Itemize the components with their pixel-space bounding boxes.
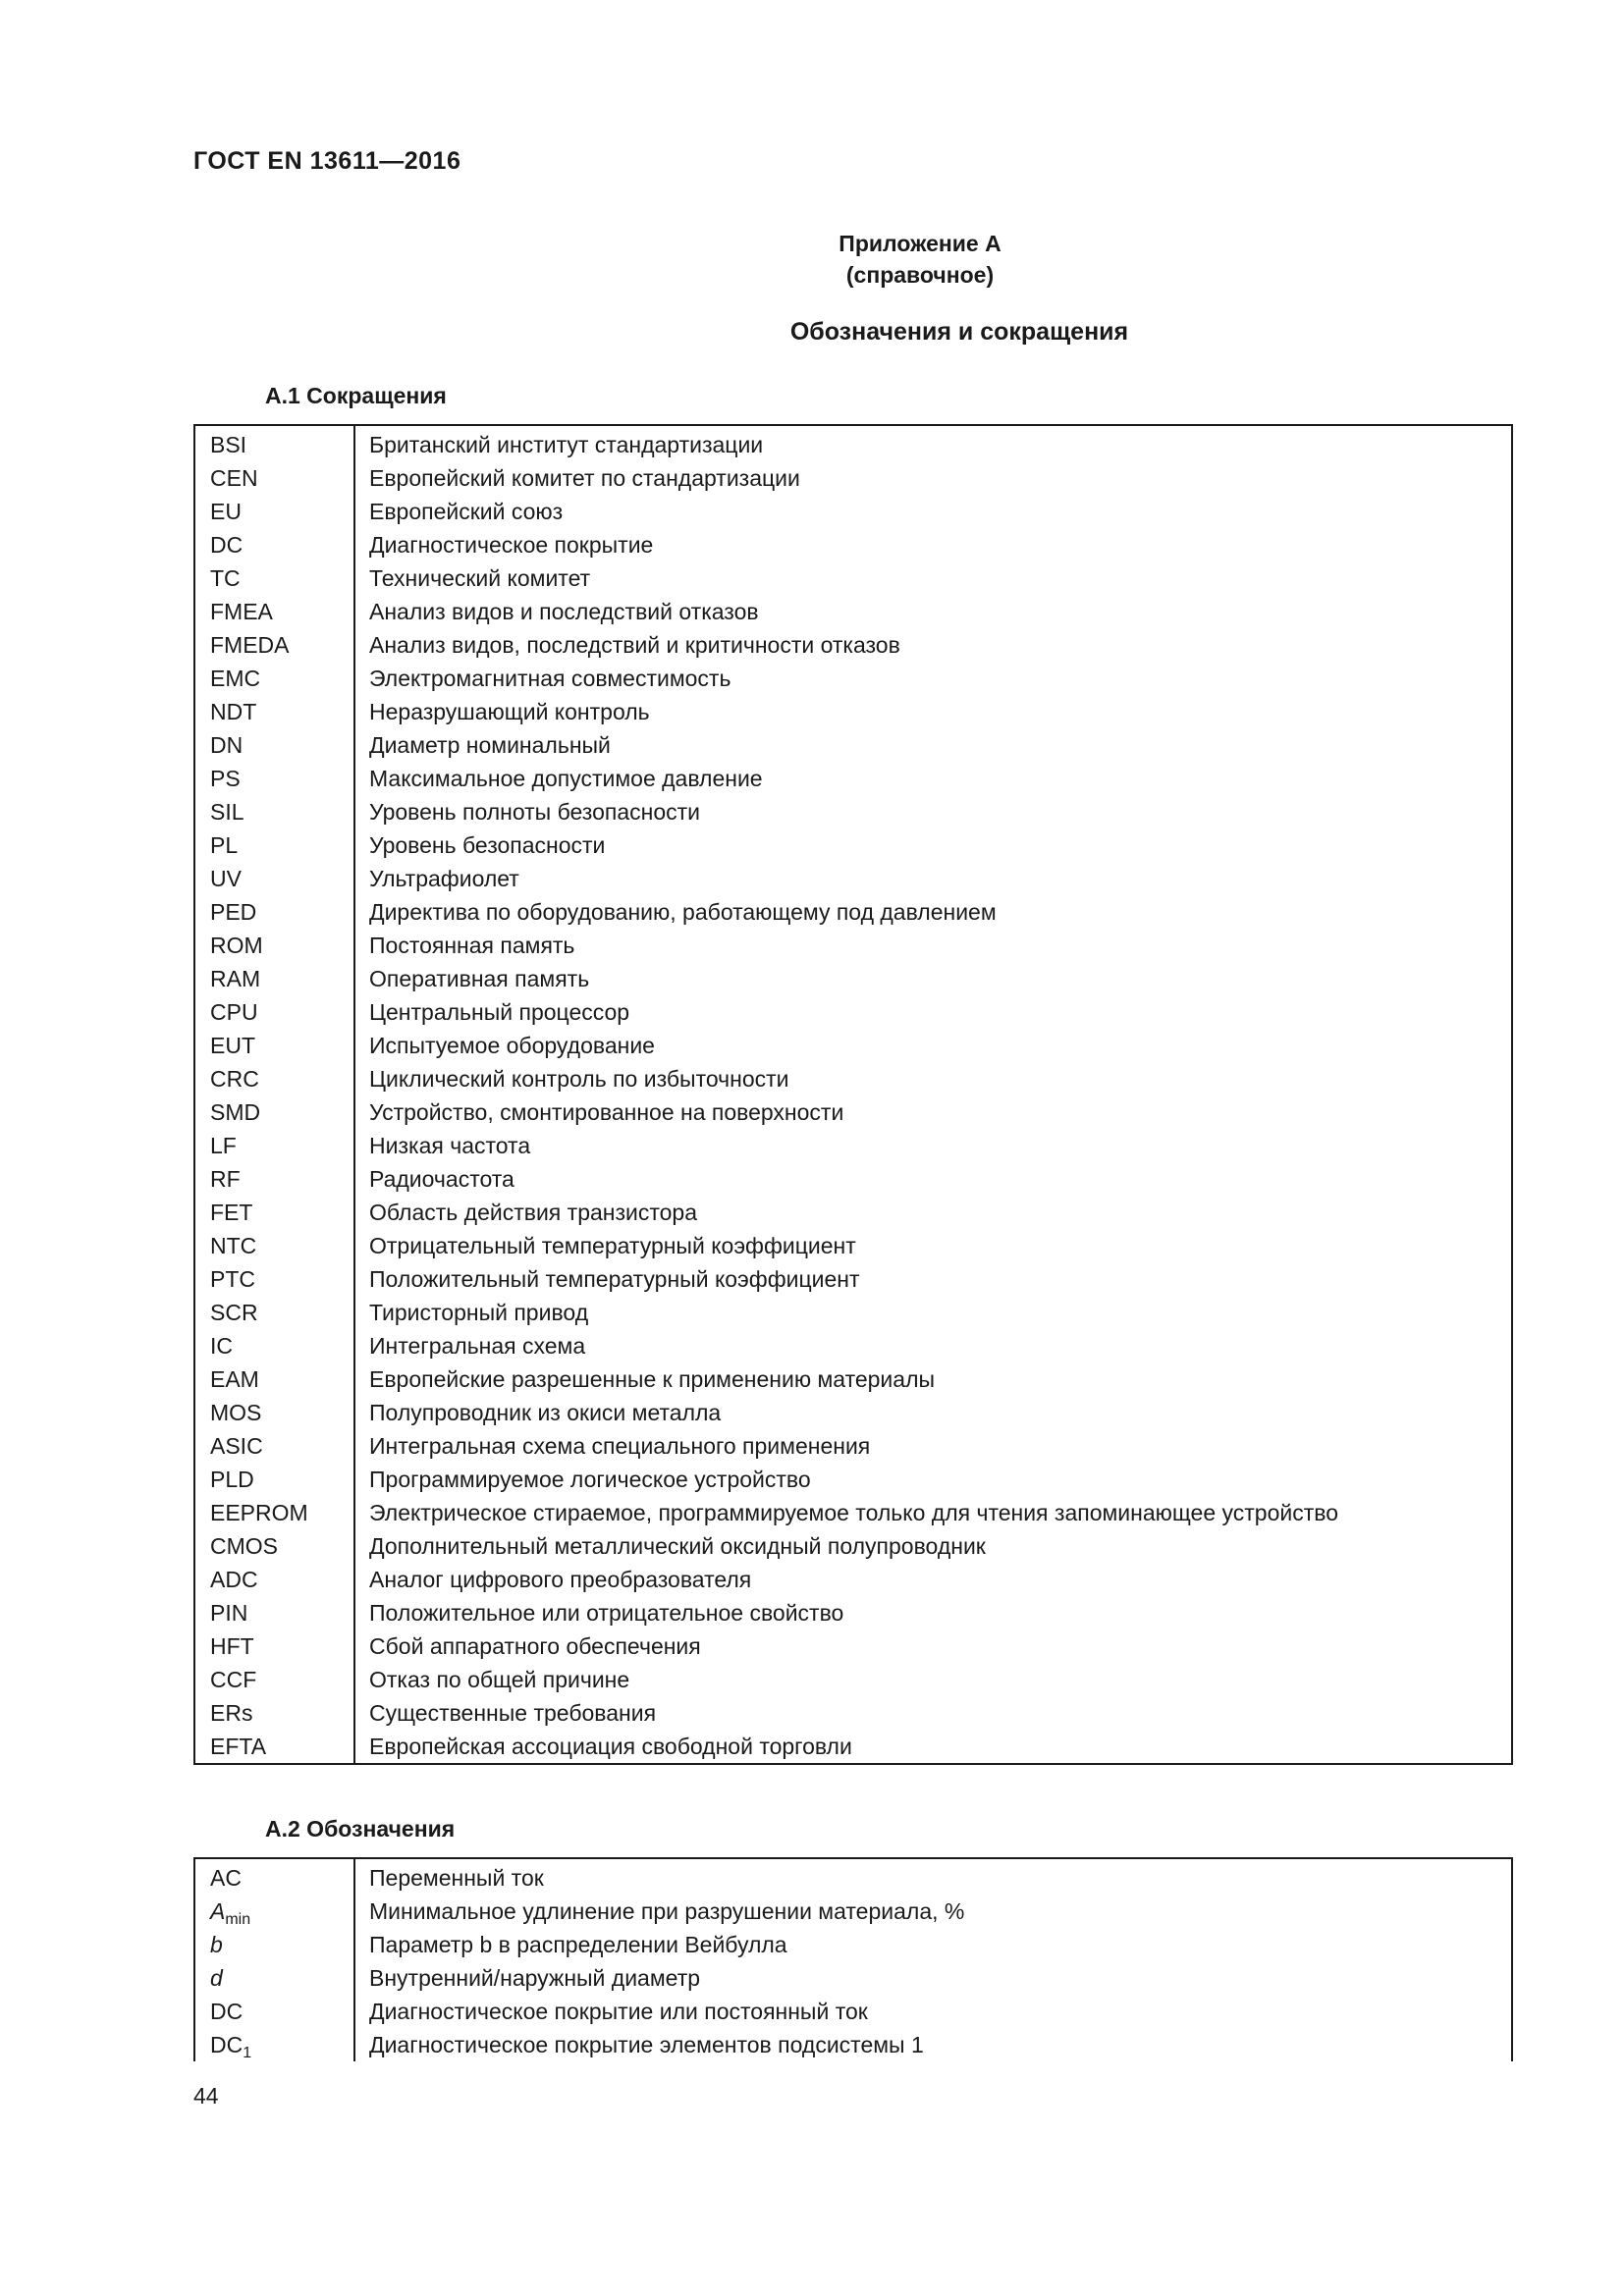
abbreviation-code: CRC xyxy=(194,1062,354,1095)
abbreviation-code: FMEDA xyxy=(194,628,354,662)
abbreviation-code: ROM xyxy=(194,929,354,962)
abbreviation-description: Радиочастота xyxy=(369,1166,514,1192)
abbreviation-code: PS xyxy=(194,762,354,795)
table-row xyxy=(194,425,1512,461)
table-row xyxy=(194,728,1512,762)
table-row xyxy=(194,1129,1512,1162)
abbreviation-code: FMEA xyxy=(194,595,354,628)
table-row xyxy=(194,795,1512,828)
abbreviation-code: UV xyxy=(194,862,354,895)
abbreviation-description: Постоянная память xyxy=(369,933,575,958)
table-row xyxy=(194,1529,1512,1563)
abbreviation-description: Уровень безопасности xyxy=(369,832,606,858)
table-row xyxy=(194,662,1512,695)
abbreviation-code: CMOS xyxy=(194,1529,354,1563)
abbreviation-code: RAM xyxy=(194,962,354,995)
table-row xyxy=(194,461,1512,495)
symbol-description: Диагностическое покрытие элементов подсистемы 1 xyxy=(369,2032,924,2057)
symbol-code xyxy=(194,1895,354,1928)
abbreviation-description: Ультрафиолет xyxy=(369,866,519,891)
table-row xyxy=(194,1362,1512,1396)
table-row xyxy=(194,1062,1512,1095)
page-number: 44 xyxy=(193,2083,219,2109)
abbreviation-description: Уровень полноты безопасности xyxy=(369,799,700,825)
abbreviation-code: PIN xyxy=(194,1596,354,1629)
abbreviation-code: CPU xyxy=(194,995,354,1029)
table-row xyxy=(194,862,1512,895)
abbreviation-code: CCF xyxy=(194,1663,354,1696)
abbreviation-description: Циклический контроль по избыточности xyxy=(369,1066,789,1092)
symbol-code xyxy=(194,1928,354,1961)
table-row xyxy=(194,1895,1512,1928)
table-row xyxy=(194,828,1512,862)
abbreviation-code: LF xyxy=(194,1129,354,1162)
abbreviation-code: PLD xyxy=(194,1463,354,1496)
table-row xyxy=(194,528,1512,561)
abbreviation-code: SMD xyxy=(194,1095,354,1129)
table-row xyxy=(194,1663,1512,1696)
table-row xyxy=(194,1730,1512,1764)
symbol-code xyxy=(194,1995,354,2028)
abbreviation-description: Аналог цифрового преобразователя xyxy=(369,1567,752,1592)
symbol-description: Диагностическое покрытие или постоянный ток xyxy=(369,1999,868,2024)
symbol-description: Внутренний/наружный диаметр xyxy=(369,1965,701,1991)
appendix-type: (справочное) xyxy=(845,262,995,288)
symbol-code xyxy=(194,1858,354,1895)
abbreviation-code: NDT xyxy=(194,695,354,728)
symbol-code xyxy=(194,1961,354,1995)
abbreviation-description: Неразрушающий контроль xyxy=(369,699,650,724)
appendix-title: Приложение А xyxy=(839,231,1001,256)
abbreviation-description: Положительное или отрицательное свойство xyxy=(369,1600,844,1626)
abbreviation-description: Дополнительный металлический оксидный полупроводник xyxy=(369,1533,986,1559)
symbol-main: d xyxy=(210,1965,223,1991)
table-row xyxy=(194,995,1512,1029)
abbreviation-code: IC xyxy=(194,1329,354,1362)
table-row xyxy=(194,1928,1512,1961)
abbreviation-description: Европейский комитет по стандартизации xyxy=(369,465,800,491)
abbreviation-description: Устройство, смонтированное на поверхности xyxy=(369,1099,844,1125)
symbol-main: DC xyxy=(210,1999,244,2024)
abbreviation-description: Максимальное допустимое давление xyxy=(369,766,763,791)
abbreviation-description: Анализ видов, последствий и критичности отказов xyxy=(369,632,900,658)
abbreviation-description: Технический комитет xyxy=(369,565,591,591)
abbreviation-description: Электромагнитная совместимость xyxy=(369,666,731,691)
table-row xyxy=(194,1162,1512,1196)
symbol-subscript: 1 xyxy=(243,2045,252,2061)
abbreviation-code: FET xyxy=(194,1196,354,1229)
abbreviation-code: PED xyxy=(194,895,354,929)
abbreviation-description: Интегральная схема xyxy=(369,1333,586,1359)
symbol-main: A xyxy=(210,1898,226,1924)
abbreviation-description: Европейские разрешенные к применению материалы xyxy=(369,1366,936,1392)
abbreviation-description: Диаметр номинальный xyxy=(369,732,611,758)
table-row xyxy=(194,1463,1512,1496)
abbreviation-code: PTC xyxy=(194,1262,354,1296)
abbreviation-description: Интегральная схема специального применения xyxy=(369,1433,871,1459)
table-row xyxy=(194,1229,1512,1262)
table-row xyxy=(194,1262,1512,1296)
abbreviation-code: DC xyxy=(194,528,354,561)
table-row xyxy=(194,561,1512,595)
abbreviation-description: Диагностическое покрытие xyxy=(369,532,654,558)
abbreviation-description: Отрицательный температурный коэффициент xyxy=(369,1233,856,1258)
symbols-table xyxy=(193,1857,1513,2061)
section-title xyxy=(0,318,1624,347)
table-row xyxy=(194,1629,1512,1663)
table-row xyxy=(194,495,1512,528)
table-row xyxy=(194,1296,1512,1329)
abbreviation-code: TC xyxy=(194,561,354,595)
table-row xyxy=(194,1496,1512,1529)
abbreviation-description: Испытуемое оборудование xyxy=(369,1033,655,1058)
abbreviation-code: EAM xyxy=(194,1362,354,1396)
abbreviation-description: Низкая частота xyxy=(369,1133,531,1158)
abbreviations-heading: А.1 Сокращения xyxy=(265,383,447,408)
abbreviation-code: PL xyxy=(194,828,354,862)
table-row xyxy=(194,1429,1512,1463)
table-row xyxy=(194,628,1512,662)
abbreviation-description: Директива по оборудованию, работающему под давлением xyxy=(369,899,997,925)
abbreviation-code: DN xyxy=(194,728,354,762)
abbreviation-description: Отказ по общей причине xyxy=(369,1667,630,1692)
abbreviation-description: Тиристорный привод xyxy=(369,1300,589,1325)
abbreviation-description: Полупроводник из окиси металла xyxy=(369,1400,722,1425)
abbreviation-description: Существенные требования xyxy=(369,1700,657,1726)
table-row xyxy=(194,895,1512,929)
table-row xyxy=(194,595,1512,628)
abbreviation-code: NTC xyxy=(194,1229,354,1262)
table-row xyxy=(194,1563,1512,1596)
symbol-main: AC xyxy=(210,1865,242,1891)
table-row xyxy=(194,1995,1512,2028)
table-row xyxy=(194,1196,1512,1229)
abbreviation-description: Оперативная память xyxy=(369,966,590,991)
abbreviation-description: Европейская ассоциация свободной торговли xyxy=(369,1734,852,1759)
abbreviation-description: Программируемое логическое устройство xyxy=(369,1467,811,1492)
abbreviation-code: SIL xyxy=(194,795,354,828)
symbol-subscript: min xyxy=(225,1911,251,1928)
abbreviation-code: ERs xyxy=(194,1696,354,1730)
symbols-heading: А.2 Обозначения xyxy=(265,1816,456,1842)
table-row xyxy=(194,1596,1512,1629)
table-row xyxy=(194,1329,1512,1362)
table-row xyxy=(194,962,1512,995)
table-row xyxy=(194,1095,1512,1129)
symbol-description: Параметр b в распределении Вейбулла xyxy=(369,1932,787,1957)
table-row xyxy=(194,2028,1512,2061)
abbreviation-code: RF xyxy=(194,1162,354,1196)
table-row xyxy=(194,929,1512,962)
table-row xyxy=(194,1396,1512,1429)
abbreviation-code: CEN xyxy=(194,461,354,495)
symbol-main: b xyxy=(210,1932,223,1957)
abbreviation-code: MOS xyxy=(194,1396,354,1429)
abbreviation-description: Европейский союз xyxy=(369,499,564,524)
symbol-description: Минимальное удлинение при разрушении материала, % xyxy=(369,1898,965,1924)
abbreviation-code: BSI xyxy=(194,425,354,461)
abbreviation-code: EU xyxy=(194,495,354,528)
table-row xyxy=(194,695,1512,728)
abbreviation-description: Область действия транзистора xyxy=(369,1200,698,1225)
table-row xyxy=(194,762,1512,795)
table-row xyxy=(194,1029,1512,1062)
abbreviation-description: Электрическое стираемое, программируемое только для чтения запоминающее устройство xyxy=(369,1500,1339,1525)
symbol-code xyxy=(194,2028,354,2061)
abbreviation-description: Анализ видов и последствий отказов xyxy=(369,599,759,624)
abbreviation-description: Сбой аппаратного обеспечения xyxy=(369,1633,701,1659)
abbreviation-description: Положительный температурный коэффициент xyxy=(369,1266,860,1292)
table-row xyxy=(194,1961,1512,1995)
abbreviations-table xyxy=(193,424,1513,1765)
abbreviation-code: SCR xyxy=(194,1296,354,1329)
abbreviation-code: EUT xyxy=(194,1029,354,1062)
section-title-text: Обозначения и сокращения xyxy=(789,318,1129,346)
abbreviation-code: ADC xyxy=(194,1563,354,1596)
document-id: ГОСТ EN 13611—2016 xyxy=(193,147,461,175)
table-row xyxy=(194,1858,1512,1895)
abbreviation-code: EEPROM xyxy=(194,1496,354,1529)
abbreviation-code: EFTA xyxy=(194,1730,354,1764)
appendix-heading xyxy=(0,228,1624,291)
table-row xyxy=(194,1696,1512,1730)
abbreviation-code: HFT xyxy=(194,1629,354,1663)
symbol-description: Переменный ток xyxy=(369,1865,544,1891)
abbreviation-code: ASIC xyxy=(194,1429,354,1463)
abbreviation-description: Британский институт стандартизации xyxy=(369,432,764,457)
symbol-main: DC xyxy=(210,2032,244,2057)
abbreviation-code: EMC xyxy=(194,662,354,695)
abbreviation-description: Центральный процессор xyxy=(369,999,630,1025)
